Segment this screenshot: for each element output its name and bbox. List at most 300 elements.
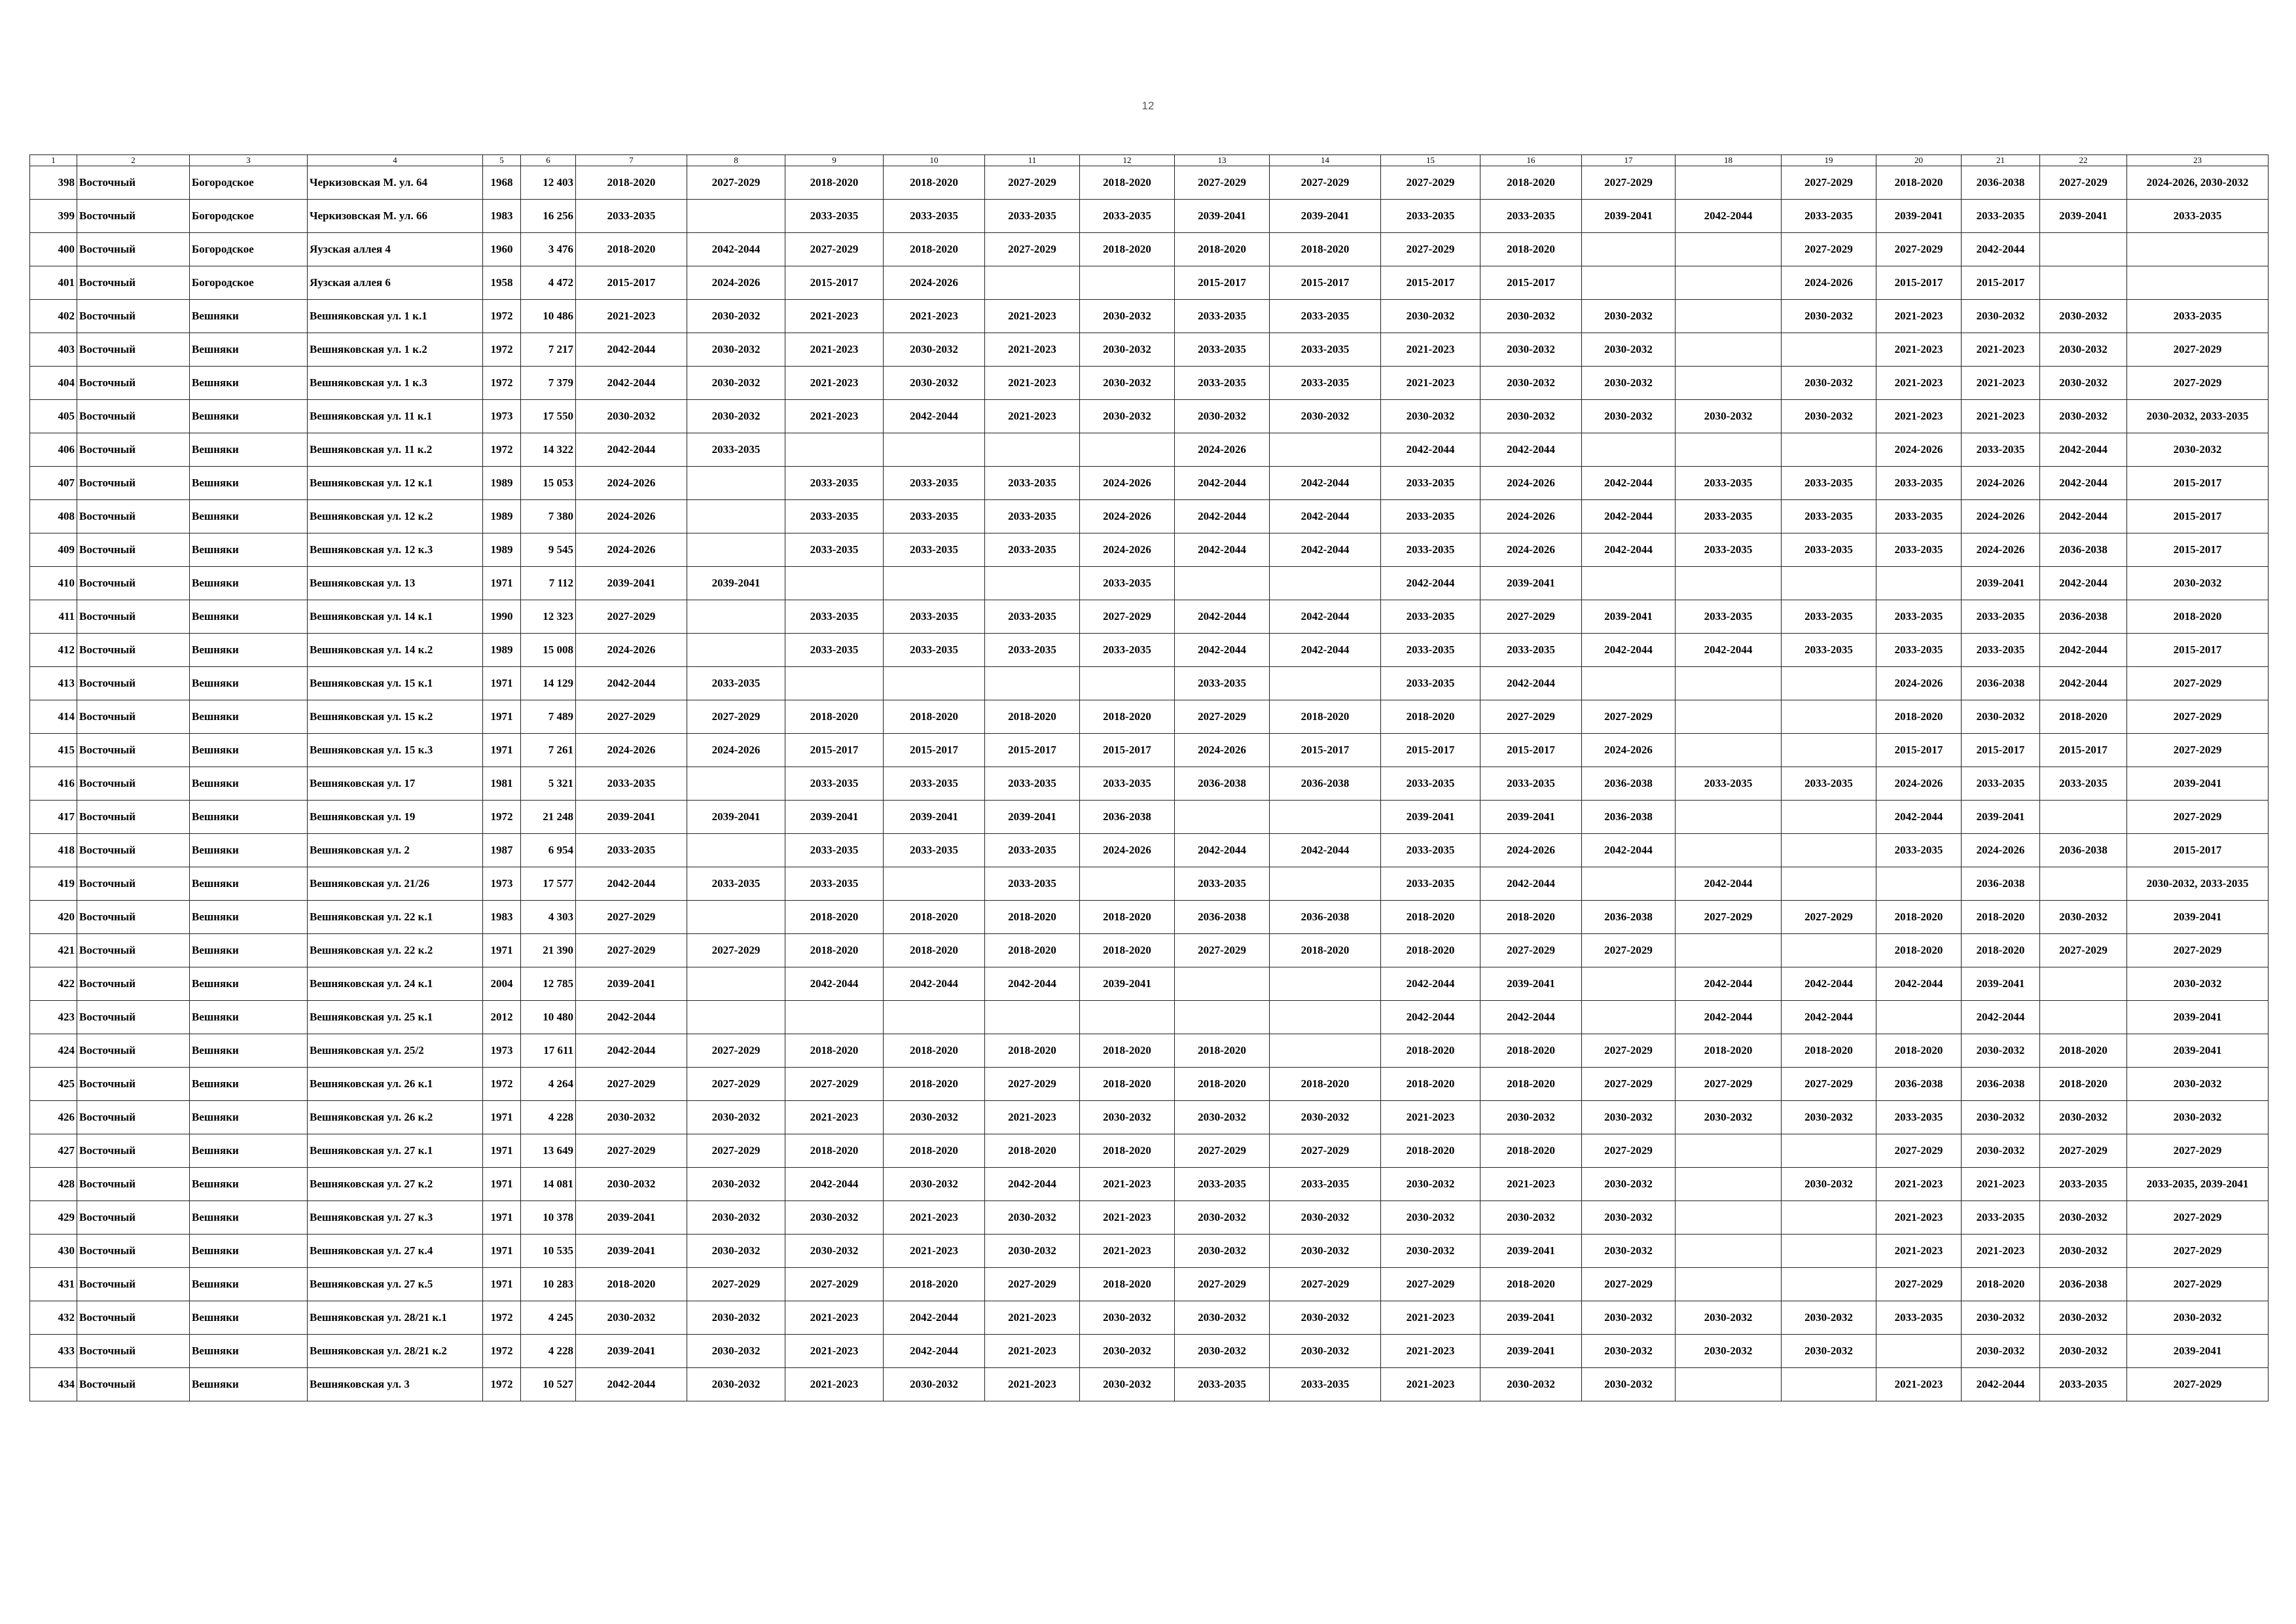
district-cell: Восточный [77, 333, 190, 367]
period-cell: 2033-2035 [1175, 1368, 1270, 1401]
period-cell [687, 901, 785, 934]
period-cell: 2018-2020 [884, 1034, 985, 1068]
period-cell: 2036-2038 [1582, 901, 1676, 934]
period-cell: 2030-2032 [1381, 1235, 1480, 1268]
period-cell: 2030-2032 [985, 1235, 1080, 1268]
period-cell: 2027-2029 [2127, 1368, 2269, 1401]
period-cell: 2030-2032 [1175, 1301, 1270, 1335]
row-number: 424 [30, 1034, 77, 1068]
period-cell: 2033-2035 [1270, 1168, 1381, 1201]
period-cell: 2036-2038 [2040, 533, 2127, 567]
address-cell: Вешняковская ул. 14 к.2 [308, 634, 483, 667]
period-cell: 2042-2044 [785, 967, 884, 1001]
row-number: 415 [30, 734, 77, 767]
table-row [30, 1201, 2269, 1235]
area-cell: Богородское [190, 266, 308, 300]
period-cell: 2033-2035 [1676, 600, 1782, 634]
table-row [30, 1301, 2269, 1335]
period-cell: 2033-2035 [1381, 667, 1480, 700]
period-cell [985, 266, 1080, 300]
period-cell: 2021-2023 [1876, 1201, 1962, 1235]
period-cell: 2021-2023 [785, 1335, 884, 1368]
period-cell [2040, 867, 2127, 901]
period-cell: 2030-2032 [1782, 367, 1876, 400]
period-cell: 2021-2023 [985, 367, 1080, 400]
period-cell: 2036-2038 [1270, 767, 1381, 801]
period-cell: 2033-2035 [687, 433, 785, 467]
period-cell: 2024-2026 [1175, 433, 1270, 467]
period-cell [2040, 233, 2127, 266]
period-cell: 2027-2029 [576, 901, 687, 934]
period-cell: 2030-2032 [785, 1201, 884, 1235]
period-cell: 2018-2020 [1782, 1034, 1876, 1068]
period-cell: 2033-2035 [1381, 533, 1480, 567]
period-cell: 2033-2035 [2127, 200, 2269, 233]
period-cell [1676, 1168, 1782, 1201]
period-cell: 2033-2035 [985, 600, 1080, 634]
period-cell: 2030-2032 [1676, 1335, 1782, 1368]
period-cell: 2042-2044 [1270, 533, 1381, 567]
year-cell: 1971 [483, 734, 521, 767]
period-cell: 2027-2029 [2127, 700, 2269, 734]
period-cell: 2030-2032 [1582, 333, 1676, 367]
period-cell: 2021-2023 [576, 300, 687, 333]
floor-area-cell: 5 321 [521, 767, 576, 801]
column-header: 1 [30, 155, 77, 166]
period-cell: 2018-2020 [1175, 1068, 1270, 1101]
period-cell: 2042-2044 [1270, 500, 1381, 533]
period-cell: 2021-2023 [985, 1301, 1080, 1335]
period-cell: 2027-2029 [1381, 166, 1480, 200]
period-cell: 2033-2035 [985, 533, 1080, 567]
period-cell [1782, 567, 1876, 600]
period-cell: 2042-2044 [1480, 433, 1582, 467]
period-cell: 2033-2035 [985, 834, 1080, 867]
period-cell: 2024-2026 [1876, 667, 1962, 700]
period-cell: 2015-2017 [785, 734, 884, 767]
period-cell: 2021-2023 [785, 1101, 884, 1134]
period-cell: 2039-2041 [2127, 1335, 2269, 1368]
period-cell [687, 767, 785, 801]
period-cell: 2039-2041 [687, 801, 785, 834]
table-body [30, 166, 2269, 1401]
period-cell: 2033-2035 [1876, 1101, 1962, 1134]
district-cell: Восточный [77, 500, 190, 533]
period-cell: 2015-2017 [1962, 266, 2040, 300]
period-cell: 2015-2017 [576, 266, 687, 300]
period-cell [1080, 667, 1175, 700]
period-cell: 2036-2038 [1962, 667, 2040, 700]
area-cell: Вешняки [190, 867, 308, 901]
year-cell: 1971 [483, 567, 521, 600]
period-cell: 2042-2044 [1480, 667, 1582, 700]
table-row [30, 333, 2269, 367]
period-cell: 2030-2032 [1582, 1335, 1676, 1368]
period-cell: 2018-2020 [1381, 1134, 1480, 1168]
period-cell: 2042-2044 [1480, 867, 1582, 901]
period-cell: 2033-2035 [1676, 533, 1782, 567]
period-cell: 2027-2029 [985, 1068, 1080, 1101]
period-cell: 2033-2035 [1676, 500, 1782, 533]
period-cell: 2027-2029 [1270, 1268, 1381, 1301]
period-cell: 2027-2029 [687, 1134, 785, 1168]
period-cell: 2018-2020 [576, 233, 687, 266]
floor-area-cell: 21 390 [521, 934, 576, 967]
period-cell: 2018-2020 [785, 901, 884, 934]
period-cell: 2027-2029 [1782, 233, 1876, 266]
period-cell [1175, 967, 1270, 1001]
district-cell: Восточный [77, 1168, 190, 1201]
address-cell: Вешняковская ул. 3 [308, 1368, 483, 1401]
table-row [30, 600, 2269, 634]
period-cell: 2024-2026 [1175, 734, 1270, 767]
period-cell [687, 1001, 785, 1034]
period-cell [1582, 433, 1676, 467]
period-cell: 2021-2023 [985, 333, 1080, 367]
address-cell: Вешняковская ул. 19 [308, 801, 483, 834]
area-cell: Вешняки [190, 1335, 308, 1368]
period-cell: 2036-2038 [1962, 166, 2040, 200]
period-cell: 2027-2029 [1080, 600, 1175, 634]
floor-area-cell: 14 081 [521, 1168, 576, 1201]
period-cell: 2039-2041 [2127, 1001, 2269, 1034]
district-cell: Восточный [77, 233, 190, 266]
table-row [30, 1134, 2269, 1168]
column-header: 17 [1582, 155, 1676, 166]
period-cell: 2021-2023 [1381, 1101, 1480, 1134]
period-cell: 2030-2032 [2040, 1335, 2127, 1368]
period-cell: 2030-2032 [1782, 1168, 1876, 1201]
year-cell: 1971 [483, 934, 521, 967]
period-cell: 2024-2026 [1480, 533, 1582, 567]
period-cell: 2021-2023 [1876, 300, 1962, 333]
period-cell: 2018-2020 [985, 901, 1080, 934]
row-number: 421 [30, 934, 77, 967]
area-cell: Вешняки [190, 433, 308, 467]
floor-area-cell: 10 535 [521, 1235, 576, 1268]
district-cell: Восточный [77, 600, 190, 634]
row-number: 422 [30, 967, 77, 1001]
period-cell: 2024-2026 [576, 500, 687, 533]
period-cell: 2033-2035 [1782, 767, 1876, 801]
area-cell: Вешняки [190, 901, 308, 934]
period-cell: 2030-2032 [1080, 1101, 1175, 1134]
period-cell: 2021-2023 [1876, 1235, 1962, 1268]
floor-area-cell: 14 322 [521, 433, 576, 467]
year-cell: 1958 [483, 266, 521, 300]
district-cell: Восточный [77, 266, 190, 300]
period-cell [1270, 567, 1381, 600]
period-cell: 2018-2020 [1270, 233, 1381, 266]
period-cell [1782, 801, 1876, 834]
period-cell [1676, 834, 1782, 867]
area-cell: Вешняки [190, 567, 308, 600]
area-cell: Вешняки [190, 1201, 308, 1235]
address-cell: Вешняковская ул. 12 к.3 [308, 533, 483, 567]
period-cell: 2042-2044 [576, 367, 687, 400]
period-cell: 2027-2029 [576, 600, 687, 634]
district-cell: Восточный [77, 1101, 190, 1134]
period-cell: 2042-2044 [1582, 634, 1676, 667]
period-cell: 2030-2032 [1175, 1101, 1270, 1134]
area-cell: Вешняки [190, 1001, 308, 1034]
period-cell: 2027-2029 [1582, 1068, 1676, 1101]
period-cell: 2042-2044 [2040, 667, 2127, 700]
period-cell: 2018-2020 [1962, 1268, 2040, 1301]
period-cell: 2018-2020 [1962, 934, 2040, 967]
period-cell: 2039-2041 [1962, 567, 2040, 600]
floor-area-cell: 10 527 [521, 1368, 576, 1401]
area-cell: Вешняки [190, 400, 308, 433]
period-cell: 2039-2041 [1175, 200, 1270, 233]
year-cell: 2012 [483, 1001, 521, 1034]
period-cell [1782, 333, 1876, 367]
period-cell: 2030-2032 [1381, 400, 1480, 433]
period-cell: 2033-2035 [2127, 300, 2269, 333]
district-cell: Восточный [77, 1368, 190, 1401]
period-cell: 2030-2032 [687, 1235, 785, 1268]
period-cell: 2033-2035 [985, 634, 1080, 667]
address-cell: Черкизовская М. ул. 64 [308, 166, 483, 200]
address-cell: Вешняковская ул. 1 к.3 [308, 367, 483, 400]
period-cell: 2033-2035 [1782, 500, 1876, 533]
year-cell: 1960 [483, 233, 521, 266]
period-cell [2127, 233, 2269, 266]
column-header: 18 [1676, 155, 1782, 166]
period-cell [687, 834, 785, 867]
period-cell: 2018-2020 [2040, 1068, 2127, 1101]
period-cell: 2030-2032 [1582, 1301, 1676, 1335]
floor-area-cell: 3 476 [521, 233, 576, 266]
period-cell: 2018-2020 [884, 1268, 985, 1301]
area-cell: Вешняки [190, 1368, 308, 1401]
period-cell: 2033-2035 [1876, 834, 1962, 867]
schedule-table [29, 154, 2269, 1401]
period-cell: 2018-2020 [985, 700, 1080, 734]
period-cell: 2033-2035 [785, 767, 884, 801]
row-number: 404 [30, 367, 77, 400]
period-cell [1782, 667, 1876, 700]
floor-area-cell: 17 611 [521, 1034, 576, 1068]
column-header: 11 [985, 155, 1080, 166]
address-cell: Вешняковская ул. 14 к.1 [308, 600, 483, 634]
period-cell: 2018-2020 [884, 1068, 985, 1101]
period-cell: 2042-2044 [1962, 233, 2040, 266]
period-cell: 2030-2032 [687, 1335, 785, 1368]
period-cell: 2042-2044 [2040, 433, 2127, 467]
period-cell: 2018-2020 [1080, 934, 1175, 967]
period-cell: 2027-2029 [576, 700, 687, 734]
area-cell: Вешняки [190, 367, 308, 400]
period-cell [1876, 567, 1962, 600]
address-cell: Яузская аллея 6 [308, 266, 483, 300]
floor-area-cell: 17 577 [521, 867, 576, 901]
period-cell: 2030-2032 [1582, 400, 1676, 433]
year-cell: 1971 [483, 1168, 521, 1201]
period-cell: 2033-2035 [1782, 600, 1876, 634]
table-row [30, 433, 2269, 467]
period-cell: 2030-2032 [884, 367, 985, 400]
year-cell: 1971 [483, 667, 521, 700]
period-cell: 2027-2029 [2127, 801, 2269, 834]
period-cell: 2015-2017 [1876, 266, 1962, 300]
page-number: 12 [1141, 99, 1155, 112]
period-cell: 2042-2044 [785, 1168, 884, 1201]
period-cell: 2042-2044 [1381, 567, 1480, 600]
period-cell [2040, 266, 2127, 300]
period-cell: 2021-2023 [785, 1301, 884, 1335]
period-cell [1582, 1001, 1676, 1034]
district-cell: Восточный [77, 634, 190, 667]
period-cell [785, 567, 884, 600]
period-cell [2040, 1001, 2127, 1034]
period-cell [687, 500, 785, 533]
period-cell [1270, 867, 1381, 901]
row-number: 414 [30, 700, 77, 734]
column-header: 13 [1175, 155, 1270, 166]
period-cell: 2030-2032 [985, 1201, 1080, 1235]
table-row [30, 1034, 2269, 1068]
area-cell: Вешняки [190, 1034, 308, 1068]
period-cell: 2030-2032 [687, 1301, 785, 1335]
period-cell: 2039-2041 [576, 1201, 687, 1235]
period-cell: 2027-2029 [687, 1034, 785, 1068]
period-cell: 2027-2029 [2127, 1134, 2269, 1168]
period-cell: 2042-2044 [1480, 1001, 1582, 1034]
period-cell: 2027-2029 [985, 233, 1080, 266]
period-cell: 2024-2026, 2030-2032 [2127, 166, 2269, 200]
period-cell [1676, 266, 1782, 300]
period-cell: 2042-2044 [1582, 500, 1676, 533]
district-cell: Восточный [77, 433, 190, 467]
period-cell: 2039-2041 [884, 801, 985, 834]
address-cell: Вешняковская ул. 15 к.2 [308, 700, 483, 734]
period-cell: 2027-2029 [2127, 934, 2269, 967]
period-cell: 2033-2035 [1080, 200, 1175, 233]
period-cell: 2018-2020 [1080, 901, 1175, 934]
period-cell: 2039-2041 [576, 1235, 687, 1268]
period-cell [1582, 233, 1676, 266]
period-cell: 2030-2032 [1480, 1101, 1582, 1134]
period-cell: 2030-2032 [2127, 1301, 2269, 1335]
period-cell: 2024-2026 [1962, 834, 2040, 867]
address-cell: Вешняковская ул. 12 к.2 [308, 500, 483, 533]
period-cell: 2018-2020 [884, 700, 985, 734]
period-cell: 2015-2017 [2127, 634, 2269, 667]
address-cell: Вешняковская ул. 26 к.2 [308, 1101, 483, 1134]
period-cell: 2039-2041 [576, 801, 687, 834]
address-cell: Вешняковская ул. 27 к.5 [308, 1268, 483, 1301]
area-cell: Богородское [190, 200, 308, 233]
period-cell: 2033-2035 [1962, 1201, 2040, 1235]
floor-area-cell: 4 245 [521, 1301, 576, 1335]
table-row [30, 200, 2269, 233]
period-cell [1782, 433, 1876, 467]
period-cell: 2018-2020 [576, 1268, 687, 1301]
period-cell [1270, 801, 1381, 834]
period-cell: 2018-2020 [884, 901, 985, 934]
floor-area-cell: 7 380 [521, 500, 576, 533]
period-cell: 2033-2035 [884, 767, 985, 801]
period-cell: 2030-2032 [1582, 1201, 1676, 1235]
row-number: 398 [30, 166, 77, 200]
year-cell: 1981 [483, 767, 521, 801]
area-cell: Богородское [190, 233, 308, 266]
period-cell: 2033-2035 [687, 867, 785, 901]
period-cell: 2027-2029 [687, 166, 785, 200]
period-cell [2040, 967, 2127, 1001]
period-cell: 2018-2020 [1381, 1034, 1480, 1068]
column-header: 15 [1381, 155, 1480, 166]
period-cell: 2033-2035 [1270, 300, 1381, 333]
period-cell: 2039-2041 [1962, 967, 2040, 1001]
period-cell [1782, 934, 1876, 967]
table-row [30, 901, 2269, 934]
period-cell: 2036-2038 [1270, 901, 1381, 934]
period-cell [1782, 700, 1876, 734]
period-cell: 2027-2029 [2127, 1235, 2269, 1268]
period-cell: 2033-2035 [985, 467, 1080, 500]
table-row [30, 367, 2269, 400]
period-cell: 2018-2020 [985, 934, 1080, 967]
period-cell: 2024-2026 [1480, 834, 1582, 867]
period-cell: 2030-2032 [576, 1301, 687, 1335]
period-cell: 2018-2020 [884, 233, 985, 266]
column-header: 20 [1876, 155, 1962, 166]
period-cell [1782, 734, 1876, 767]
period-cell: 2042-2044 [1270, 834, 1381, 867]
address-cell: Вешняковская ул. 12 к.1 [308, 467, 483, 500]
period-cell: 2030-2032 [1175, 1335, 1270, 1368]
period-cell: 2039-2041 [2127, 1034, 2269, 1068]
area-cell: Вешняки [190, 634, 308, 667]
period-cell: 2042-2044 [2040, 567, 2127, 600]
period-cell: 2030-2032 [1676, 1301, 1782, 1335]
period-cell: 2018-2020 [1480, 1034, 1582, 1068]
period-cell: 2027-2029 [1175, 166, 1270, 200]
column-header: 19 [1782, 155, 1876, 166]
column-header: 3 [190, 155, 308, 166]
period-cell: 2030-2032 [687, 1201, 785, 1235]
district-cell: Восточный [77, 834, 190, 867]
period-cell: 2036-2038 [1962, 1068, 2040, 1101]
district-cell: Восточный [77, 1301, 190, 1335]
period-cell: 2018-2020 [1876, 901, 1962, 934]
period-cell: 2042-2044 [1962, 1368, 2040, 1401]
period-cell: 2018-2020 [1080, 1068, 1175, 1101]
period-cell: 2036-2038 [1876, 1068, 1962, 1101]
period-cell: 2030-2032 [1080, 1301, 1175, 1335]
period-cell: 2042-2044 [1676, 967, 1782, 1001]
period-cell [1270, 667, 1381, 700]
period-cell: 2030-2032 [687, 333, 785, 367]
year-cell: 1972 [483, 300, 521, 333]
period-cell: 2039-2041 [1480, 801, 1582, 834]
area-cell: Вешняки [190, 801, 308, 834]
period-cell: 2033-2035 [1175, 333, 1270, 367]
period-cell: 2030-2032 [1962, 1134, 2040, 1168]
district-cell: Восточный [77, 367, 190, 400]
period-cell: 2033-2035 [785, 834, 884, 867]
period-cell: 2030-2032 [576, 400, 687, 433]
period-cell: 2030-2032 [884, 1368, 985, 1401]
period-cell: 2030-2032 [884, 1168, 985, 1201]
period-cell: 2042-2044 [576, 433, 687, 467]
period-cell: 2018-2020 [1480, 1268, 1582, 1301]
district-cell: Восточный [77, 1034, 190, 1068]
period-cell: 2033-2035 [785, 600, 884, 634]
table-row [30, 934, 2269, 967]
